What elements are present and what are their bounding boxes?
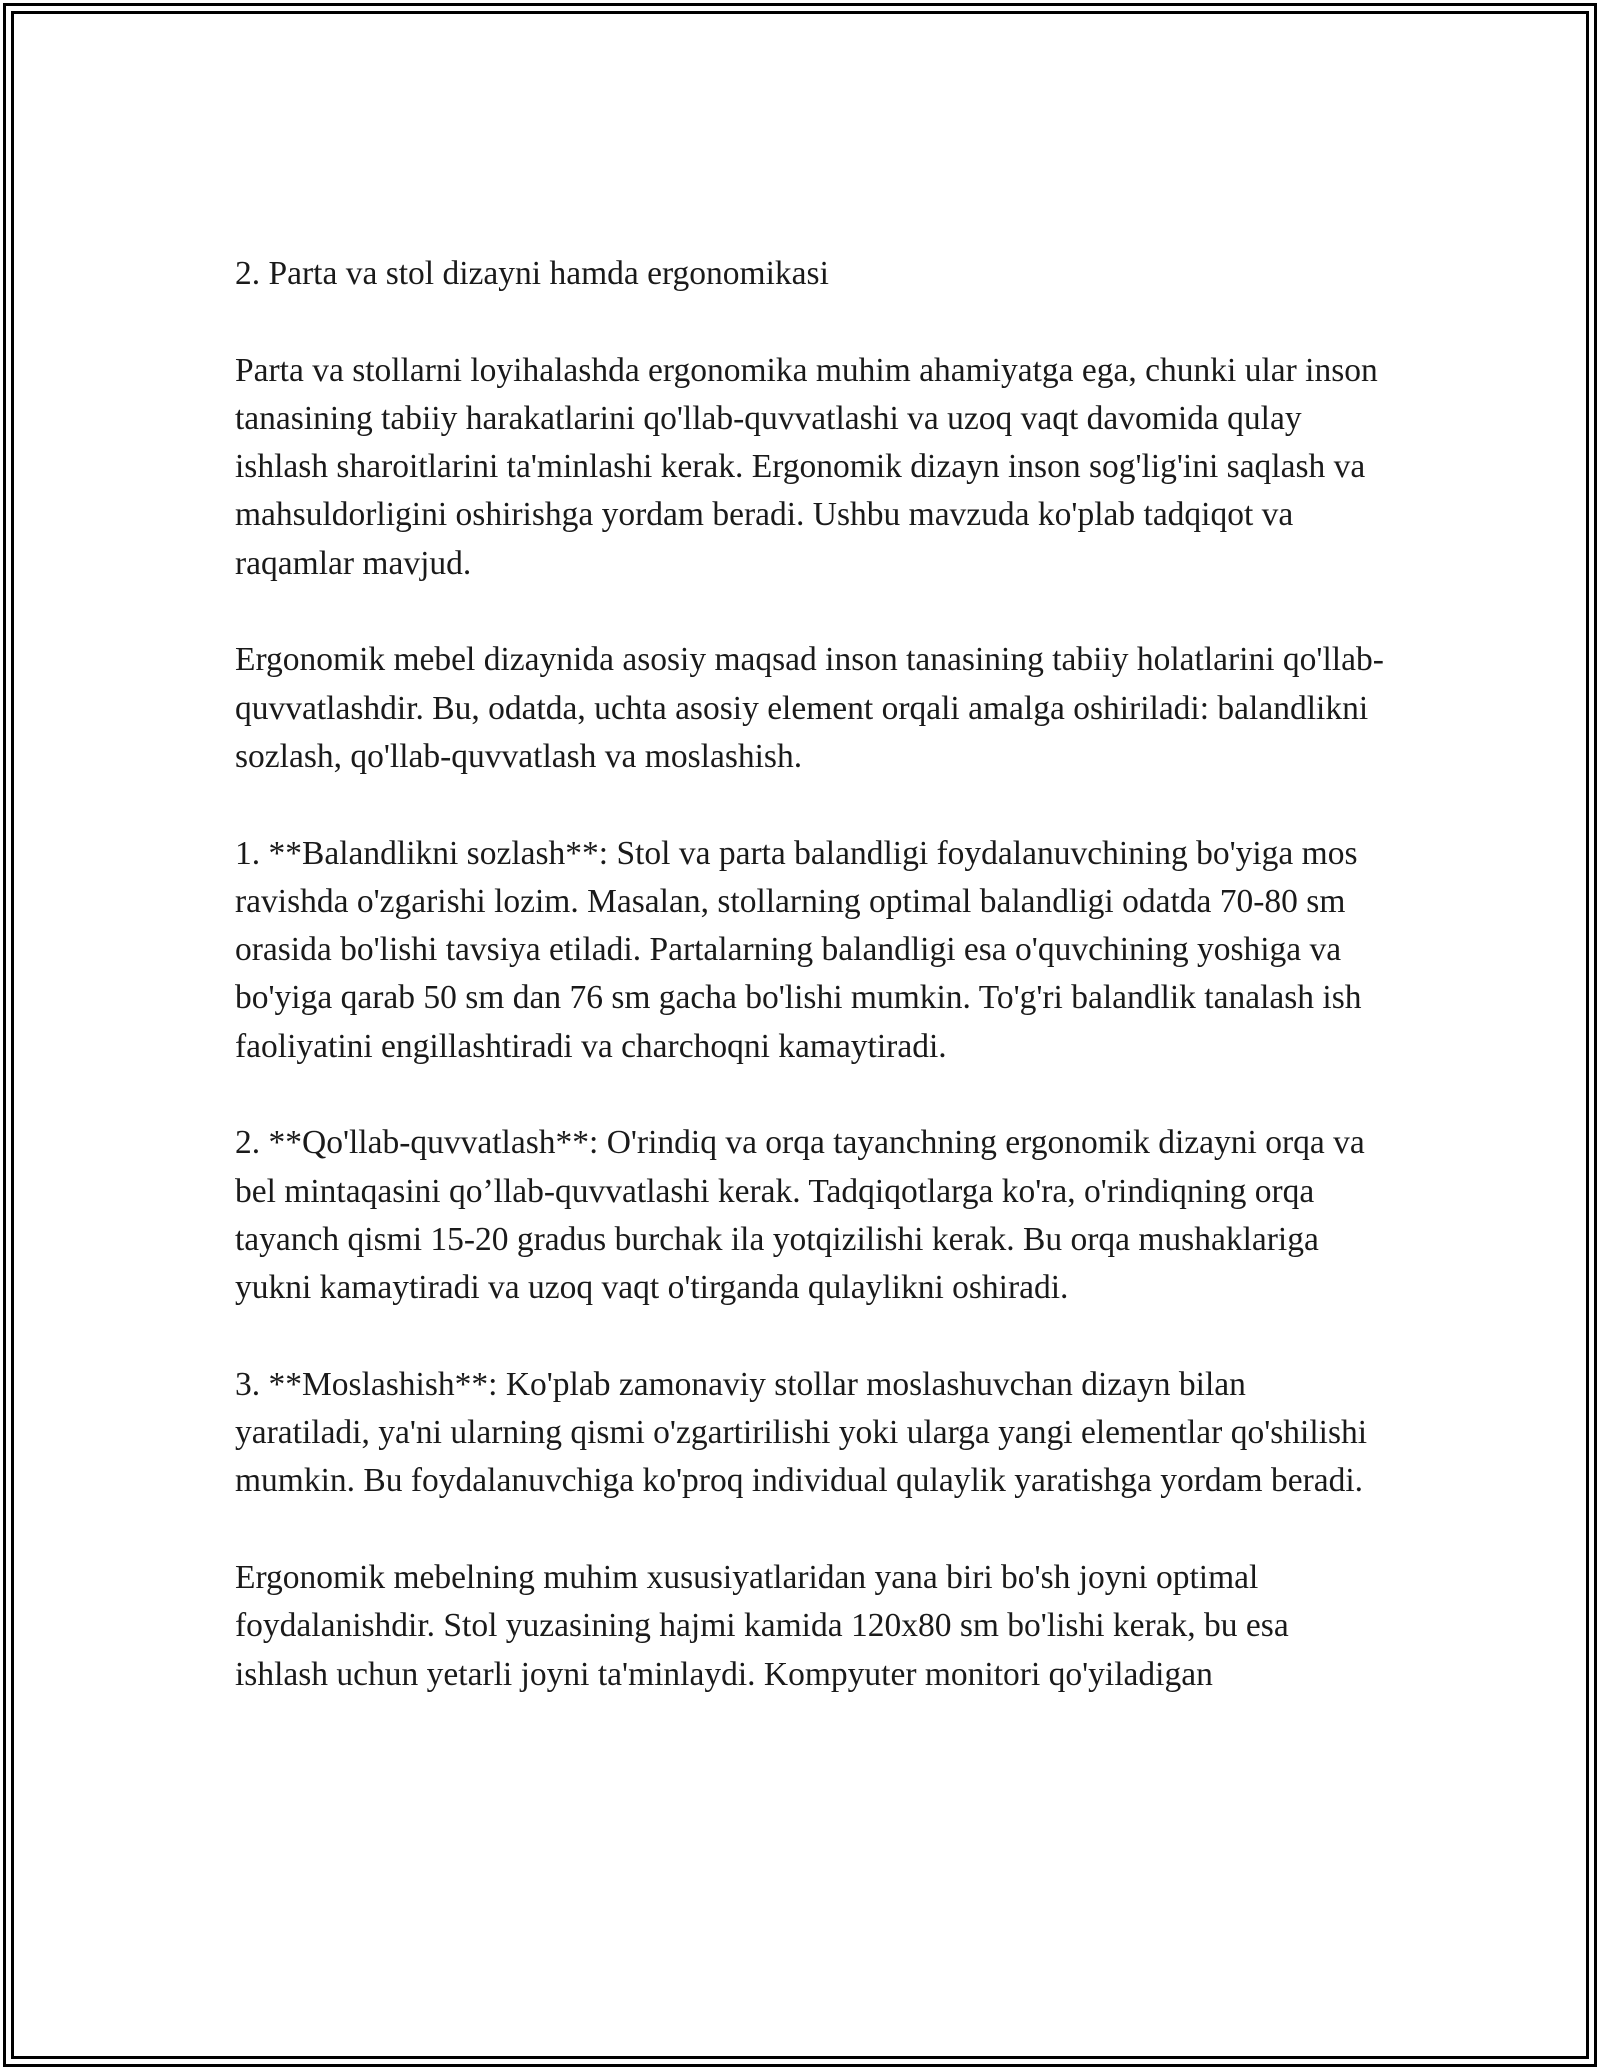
list-item-support: 2. **Qo'llab-quvvatlash**: O'rindiq va orqa tayanchning ergonomik dizayni orqa va bel mintaqasini qo’llab-quvvatlashi kerak. Tadqiqotlarga ko'ra, o'rindiqning orqa tayanch qismi 15-20 gradus burchak ila yotqizilishi kerak. Bu orqa mushaklariga yukni kamaytiradi va uzoq vaqt o'tirganda qulaylikni oshiradi. [235,1124,1365,1307]
section-heading: 2. Parta va stol dizayni hamda ergonomikasi [235,255,829,292]
paragraph-main-goal: Ergonomik mebel dizaynida asosiy maqsad inson tanasining tabiiy holatlarini qo'llab-quvvatlashdir. Bu, odatda, uchta asosiy element orqali amalga oshiriladi: balandlikni sozlash, qo'llab-quvvatlash va moslashish. [235,641,1384,775]
paragraph-intro: Parta va stollarni loyihalashda ergonomika muhim ahamiyatga ega, chunki ular inson tanasining tabiiy harakatlarini qo'llab-quvvatlashi va uzoq vaqt davomida qulay ishlash sharoitlarini ta'minlashi kerak. Ergonomik dizayn inson sog'lig'ini saqlash va mahsuldorligini oshirishga yordam beradi. Ushbu mavzuda ko'plab tadqiqot va raqamlar mavjud. [235,351,1378,582]
list-item-adaptation: 3. **Moslashish**: Ko'plab zamonaviy stollar moslashuvchan dizayn bilan yaratiladi, ya'ni ularning qismi o'zgartirilishi yoki ularga yangi elementlar qo'shilishi mumkin. Bu foydalanuvchiga ko'proq individual qulaylik yaratishga yordam beradi. [235,1365,1368,1500]
list-item-height-adjustment: 1. **Balandlikni sozlash**: Stol va parta balandligi foydalanuvchining bo'yiga mos ravishda o'zgarishi lozim. Masalan, stollarning optimal balandligi odatda 70-80 sm orasida bo'lishi tavsiya etiladi. Partalarning balandligi esa o'quvchining yoshiga va bo'yiga qarab 50 sm dan 76 sm gacha bo'lishi mumkin. To'g'ri balandlik tanalash ish faoliyatini engillashtiradi va charchoqni kamaytiradi. [235,834,1362,1065]
document-body [235,250,1385,1699]
paragraph-space-usage: Ergonomik mebelning muhim xususiyatlaridan yana biri bo'sh joyni optimal foydalanishdir. Stol yuzasining hajmi kamida 120x80 sm bo'lishi kerak, bu esa ishlash uchun yetarli joyni ta'minlaydi. Kompyuter monitori qo'yiladigan [235,1559,1289,1693]
